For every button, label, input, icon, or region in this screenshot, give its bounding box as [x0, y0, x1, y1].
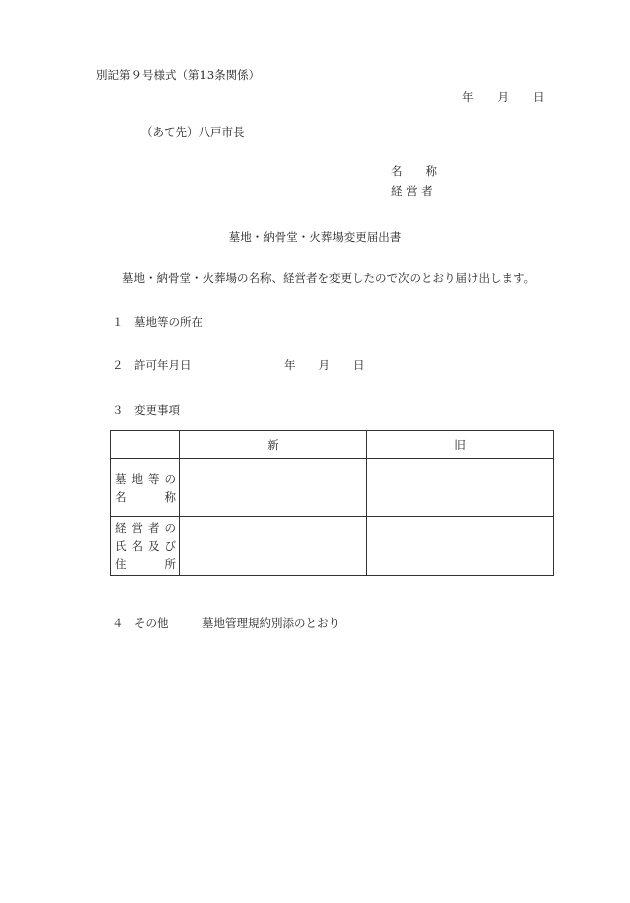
table-row-operator [111, 517, 554, 576]
table-header-old: 旧 [367, 431, 554, 459]
row-label-operator [111, 517, 180, 576]
row-label-line: 氏名及び [115, 539, 176, 553]
applicant-operator-label: 経 営 者 [391, 184, 433, 198]
table-row-name [111, 459, 554, 517]
row-label-name [111, 459, 180, 517]
section-changes [112, 402, 180, 418]
permit-date-value: 年 月 日 [284, 358, 365, 372]
table-header-row [111, 431, 554, 459]
new-operator-cell[interactable] [180, 517, 367, 576]
section-number: ３ [112, 403, 124, 417]
section-number: ２ [112, 358, 124, 372]
section-number: １ [112, 315, 124, 329]
section-label: その他 [134, 616, 169, 630]
other-value: 墓地管理規約別添のとおり [202, 616, 340, 630]
old-operator-cell[interactable] [367, 517, 554, 576]
submission-date [462, 89, 545, 105]
addressee: （あて先）八戸市長 [141, 125, 245, 139]
section-label: 許可年月日 [134, 358, 192, 372]
section-other [112, 615, 340, 631]
body-text: 墓地・納骨堂・火葬場の名称、経営者を変更したので次のとおり届け出します。 [122, 271, 536, 285]
section-label: 変更事項 [134, 403, 180, 417]
applicant-name-label: 名 称 [391, 164, 437, 178]
date-year-label: 年 [462, 90, 474, 104]
old-name-cell[interactable] [367, 459, 554, 517]
form-number: 別記第９号様式（第13条関係） [96, 68, 261, 82]
date-day-label: 日 [533, 90, 545, 104]
document-title: 墓地・納骨堂・火葬場変更届出書 [228, 230, 402, 244]
changes-table [110, 430, 554, 576]
section-label: 墓地等の所在 [134, 315, 203, 329]
row-label-line: 名 称 [115, 489, 176, 504]
row-label-line: 住 所 [115, 557, 176, 571]
date-month-label: 月 [497, 90, 509, 104]
section-location [112, 314, 203, 330]
new-name-cell[interactable] [180, 459, 367, 517]
table-header-new: 新 [180, 431, 367, 459]
row-label-line: 経営者の [115, 521, 176, 535]
row-label-line: 墓地等の [115, 471, 176, 486]
section-permit-date [112, 357, 365, 373]
section-number: ４ [112, 616, 124, 630]
table-header-corner [111, 431, 180, 459]
